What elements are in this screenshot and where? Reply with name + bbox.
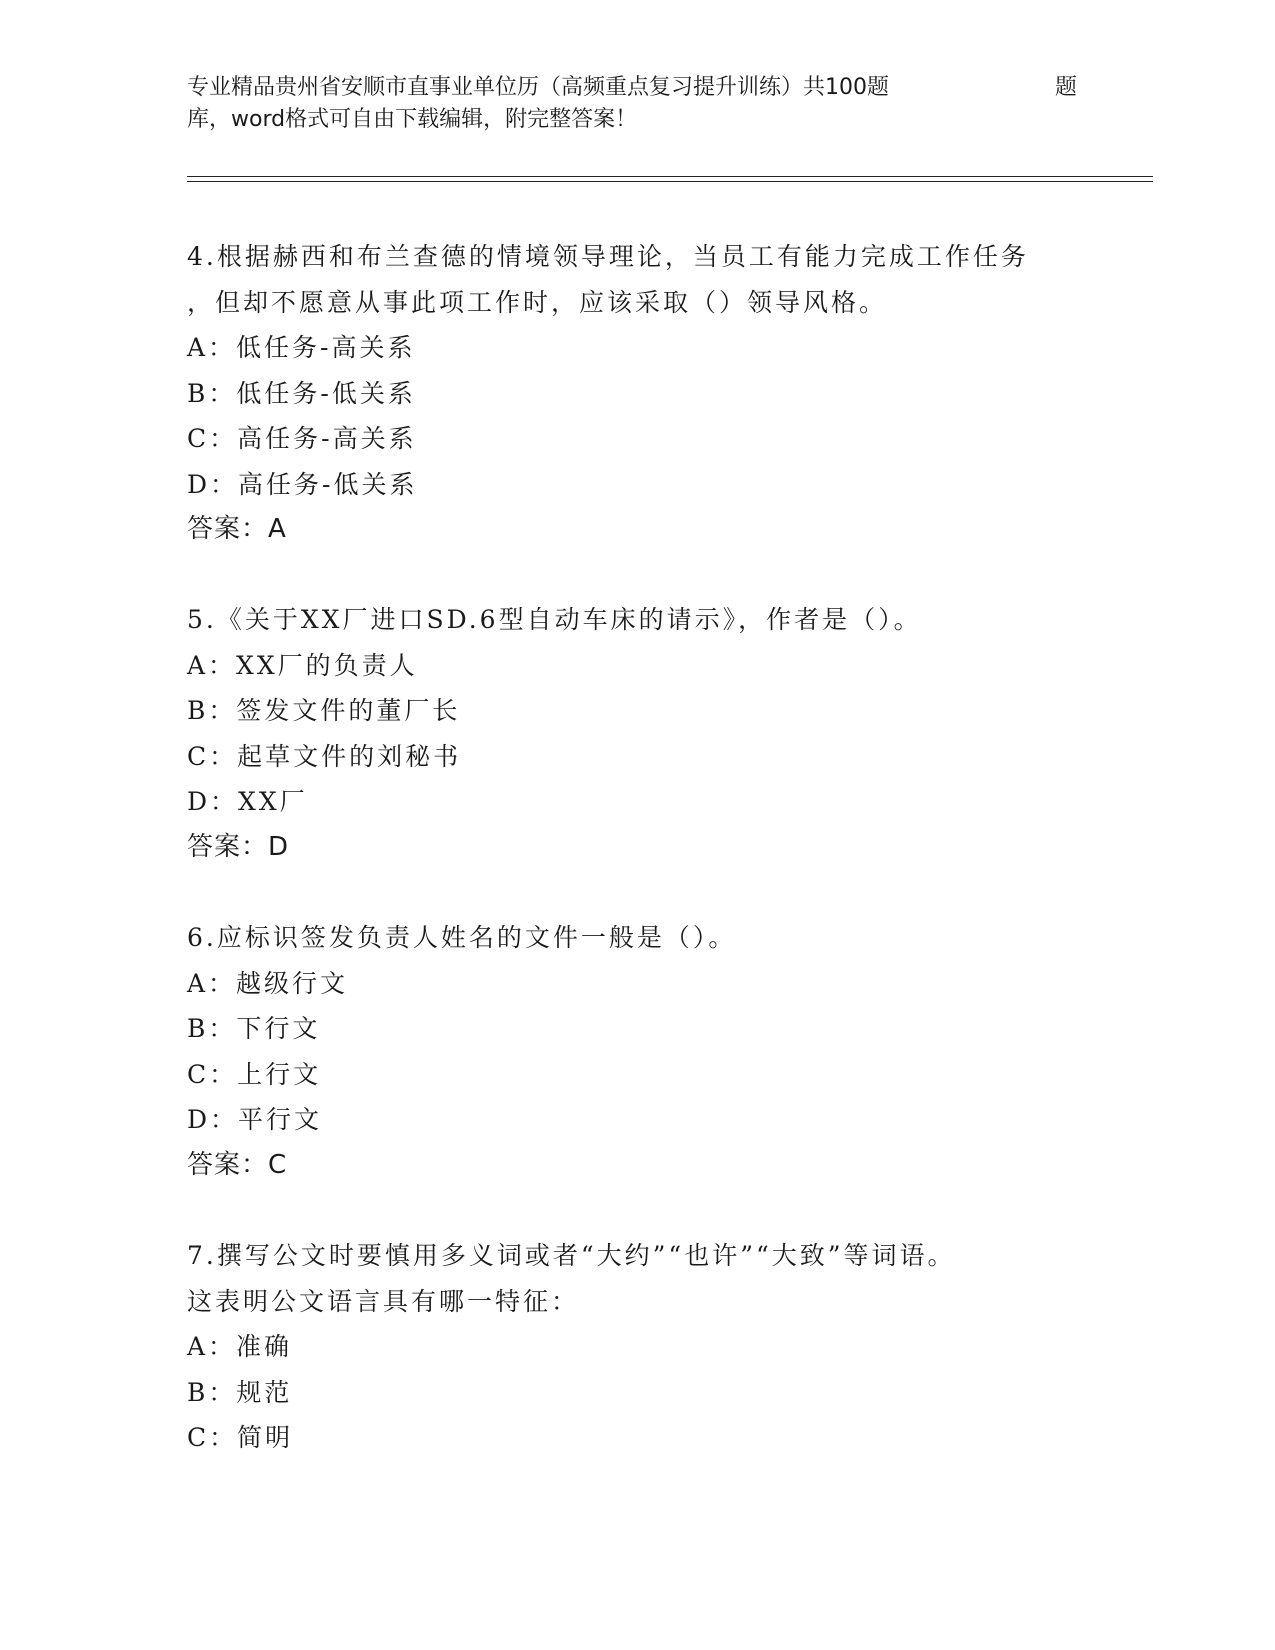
question-6 <box>187 915 1087 1188</box>
header-line-1 <box>187 72 1087 104</box>
option-d: D：高任务-低关系 <box>187 469 418 499</box>
option-d: D：平行文 <box>187 1105 323 1134</box>
header-title-tail: 题 <box>1055 75 1078 100</box>
question-stem-line: 这表明公文语言具有哪一特征： <box>187 1286 580 1316</box>
document-header <box>187 72 1087 136</box>
option-c: C：上行文 <box>187 1059 322 1089</box>
option-a: A：低任务-高关系 <box>187 333 416 362</box>
header-line-2: 库，word格式可自由下载编辑，附完整答案！ <box>187 107 638 132</box>
question-stem-line: 4.根据赫西和布兰查德的情境领导理论，当员工有能力完成工作任务 <box>187 242 1029 271</box>
header-divider-top <box>187 176 1153 177</box>
option-c: C：简明 <box>187 1423 294 1452</box>
question-stem-line: 6.应标识签发负责人姓名的文件一般是（）。 <box>187 923 737 952</box>
option-b: B：签发文件的董厂长 <box>187 696 461 725</box>
header-divider-bottom <box>187 181 1153 182</box>
question-stem-line: ，但却不愿意从事此项工作时，应该采取（）领导风格。 <box>187 287 888 317</box>
question-stem-line: 5.《关于XX厂进口SD.6型自动车床的请示》，作者是（）。 <box>187 605 922 634</box>
option-d: D：XX厂 <box>187 787 308 816</box>
header-title-main: 专业精品贵州省安顺市直事业单位历（高频重点复习提升训练）共100题 <box>187 75 889 100</box>
answer-label: 答案：A <box>187 514 287 544</box>
option-b: B：规范 <box>187 1377 293 1407</box>
option-a: A：越级行文 <box>187 968 349 998</box>
option-a: A：准确 <box>187 1332 293 1361</box>
question-7 <box>187 1233 1087 1461</box>
answer-label: 答案：C <box>187 1149 288 1180</box>
question-stem-line: 7.撰写公文时要慎用多义词或者“大约”“也许”“大致”等词语。 <box>187 1241 956 1270</box>
question-5 <box>187 597 1087 870</box>
option-b: B：下行文 <box>187 1014 321 1043</box>
option-a: A：XX厂的负责人 <box>187 650 418 680</box>
option-c: C：起草文件的刘秘书 <box>187 741 462 771</box>
answer-label: 答案：D <box>187 831 290 862</box>
question-4 <box>187 234 1087 553</box>
option-b: B：低任务-低关系 <box>187 378 416 408</box>
option-c: C：高任务-高关系 <box>187 424 417 453</box>
